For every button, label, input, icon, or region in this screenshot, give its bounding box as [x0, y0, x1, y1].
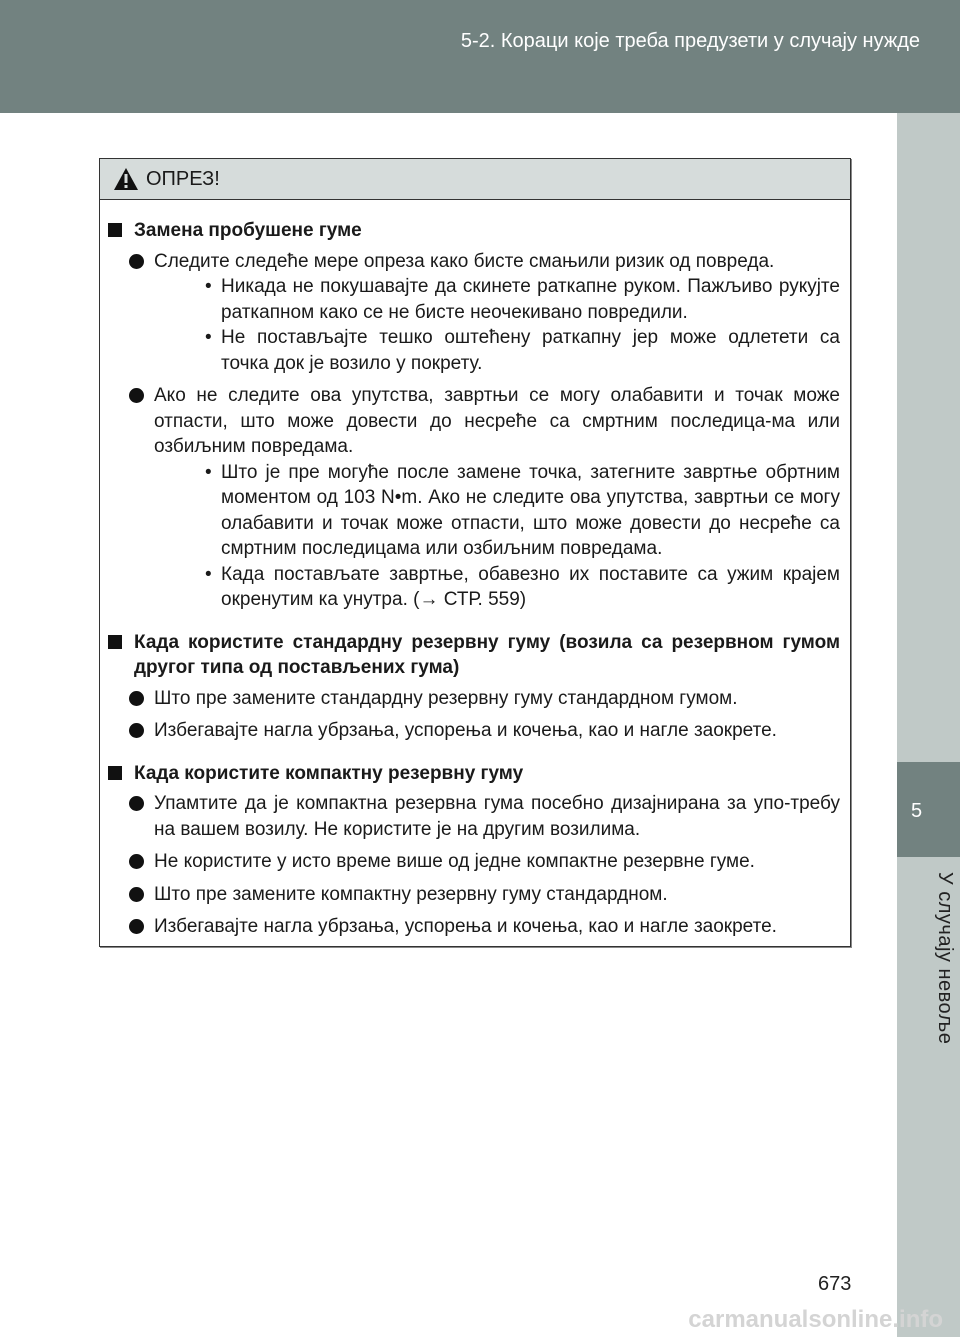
page-number: 673 [818, 1273, 852, 1295]
sub-bullet-text: Када постављате завртње, обавезно их поставите са ужим крајем окренутим ка унутра. (→ СТР. 559) [221, 563, 840, 610]
square-bullet-icon [108, 635, 122, 649]
watermark: carmanualsonline.info [688, 1306, 943, 1333]
sub-bullet-icon: • [205, 461, 212, 483]
bullet-item [107, 914, 840, 940]
sub-bullet-item [154, 562, 840, 613]
sub-bullet-text: Никада не покушавајте да скинете раткапне руком. Пажљиво рукујте раткапном како се не бисте неочекивано повредили. [221, 276, 840, 323]
section-title: 5-2. Кораци које треба предузети у случају нужде [460, 30, 920, 52]
bullet-item [107, 249, 840, 377]
bullet-item [107, 791, 840, 842]
bullet-dot-icon [129, 796, 144, 811]
caution-content [100, 200, 850, 940]
bullet-dot-icon [129, 723, 144, 738]
heading-text: Замена пробушене гуме [134, 220, 362, 241]
section-heading [107, 761, 840, 787]
bullet-item [107, 686, 840, 712]
bullet-item [107, 849, 840, 875]
bullet-item [107, 718, 840, 744]
bullet-text: Ако не следите ова упутства, завртњи се могу олабавити и точак може отпасти, што може довести до несреће са смртним последица-ма или озбиљним повредама. [154, 385, 840, 457]
bullet-text: Избегавајте нагла убрзања, успорења и кочења, као и нагле заокрете. [154, 916, 777, 937]
bullet-dot-icon [129, 887, 144, 902]
square-bullet-icon [108, 766, 122, 780]
section-heading [107, 218, 840, 244]
sub-bullet-item [154, 325, 840, 376]
chapter-tab [897, 762, 960, 857]
square-bullet-icon [108, 223, 122, 237]
bullet-text: Не користите у исто време више од једне компактне резервне гуме. [154, 851, 755, 872]
chapter-sidebar [897, 113, 960, 1337]
section-heading [107, 630, 840, 681]
bullet-text: Што пре замените компактну резервну гуму стандардном. [154, 883, 668, 905]
chapter-number: 5 [911, 800, 923, 822]
bullet-dot-icon [129, 691, 144, 706]
bullet-text: Следите следеће мере опреза како бисте смањили ризик од повреда. [154, 250, 775, 272]
caution-title: ОПРЕЗ! [146, 167, 220, 190]
warning-icon [114, 168, 138, 190]
heading-text: Када користите стандардну резервну гуму (возила са резервном гумом другог типа од постављених гума) [134, 631, 840, 678]
bullet-dot-icon [129, 854, 144, 869]
bullet-text: Избегавајте нагла убрзања, успорења и кочења, као и нагле заокрете. [154, 720, 777, 741]
bullet-item [107, 383, 840, 613]
sub-bullet-icon: • [205, 327, 212, 348]
bullet-text: Што пре замените стандардну резервну гуму стандардном гумом. [154, 687, 738, 709]
bullet-item [107, 882, 840, 908]
sub-bullet-item [154, 460, 840, 562]
sub-bullet-text: Што је пре могуће после замене точка, затегните завртње обртним моментом од 103 N•m. Ако не следите ова упутства, завртњи се могу олабавити и точак може отпасти, што може довести до несреће са смртним последицама или озбиљним повредама. [221, 461, 840, 559]
heading-text: Када користите компактну резервну гуму [134, 762, 524, 784]
sub-bullet-text: Не постављајте тешко оштећену раткапну јер може одлетети са точка док је возило у покрету. [221, 327, 840, 374]
caution-header [100, 159, 850, 200]
header-band [0, 0, 960, 113]
bullet-text: Упамтите да је компактна резервна гума посебно дизајнирана за упо-требу на вашем возилу. Не користите је на другим возилима. [154, 793, 840, 840]
caution-box [99, 158, 851, 947]
sub-bullet-icon: • [205, 276, 212, 297]
sub-bullet-item [154, 274, 840, 325]
bullet-dot-icon [129, 254, 144, 269]
sub-bullet-icon: • [205, 563, 212, 585]
bullet-dot-icon [129, 388, 144, 403]
chapter-title: У случају невоље [934, 872, 956, 1045]
bullet-dot-icon [129, 919, 144, 934]
